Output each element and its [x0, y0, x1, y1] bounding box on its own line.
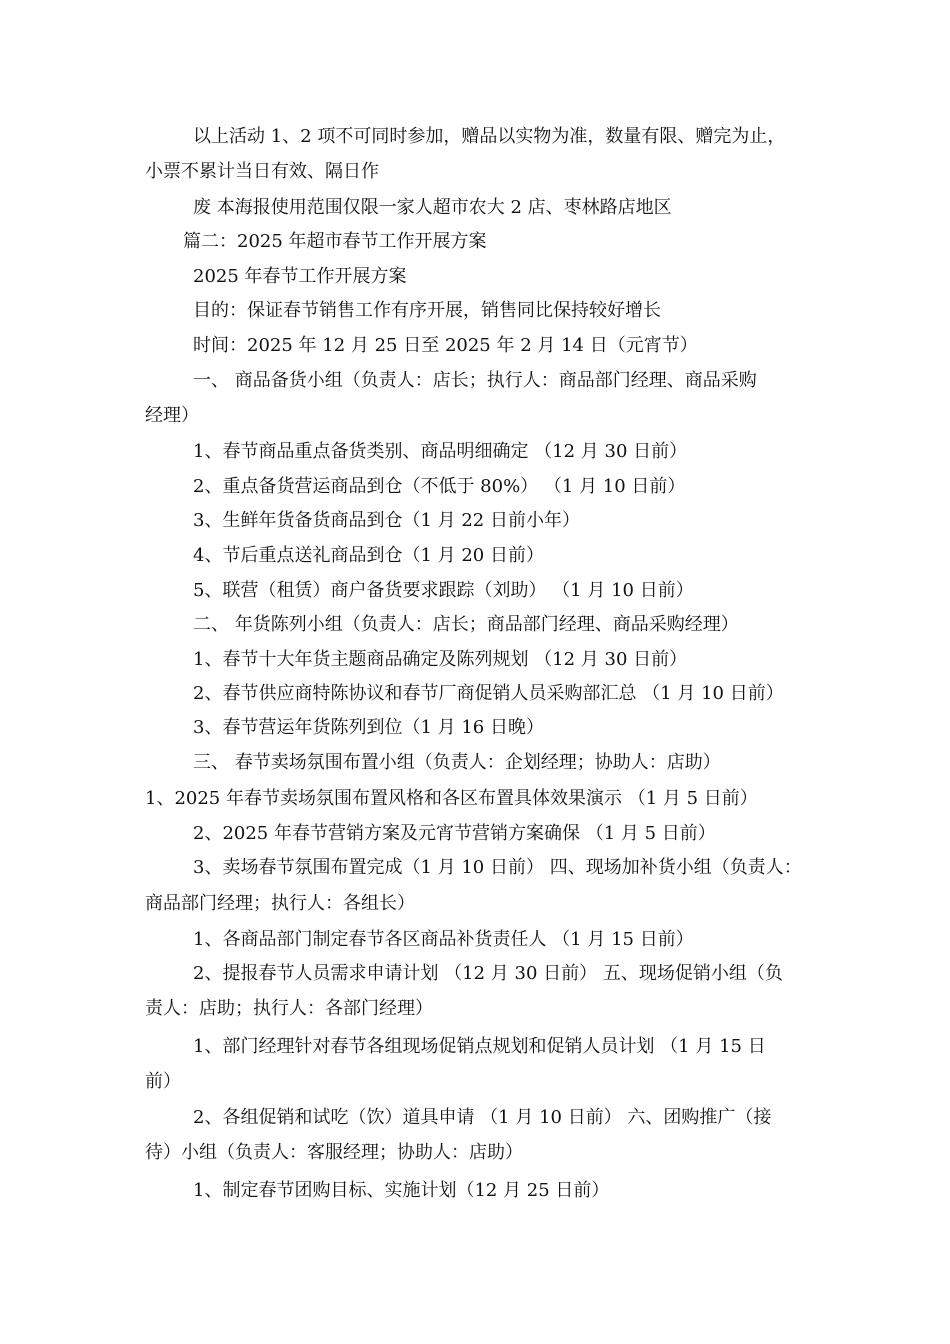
group-heading: 一、 商品备货小组（负责人：店长；执行人：商品部门经理、商品采购 — [193, 370, 757, 391]
list-item: 2、2025 年春节营销方案及元宵节营销方案确保 （1 月 5 日前） — [193, 823, 716, 844]
text-line: 经理） — [145, 405, 199, 426]
list-item: 1、2025 年春节卖场氛围布置风格和各区布置具体效果演示 （1 月 5 日前） — [145, 788, 758, 809]
list-item: 5、联营（租赁）商户备货要求跟踪（刘助） （1 月 10 日前） — [193, 580, 694, 601]
document-title: 2025 年春节工作开展方案 — [193, 266, 407, 287]
text-line: 以上活动 1、2 项不可同时参加，赠品以实物为准，数量有限、赠完为止， — [193, 126, 786, 147]
text-line: 待）小组（负责人：客服经理；协助人：店助） — [145, 1142, 523, 1163]
list-item: 2、重点备货营运商品到仓（不低于 80%） （1 月 10 日前） — [193, 476, 686, 497]
list-item: 2、春节供应商特陈协议和春节厂商促销人员采购部汇总 （1 月 10 日前） — [193, 683, 784, 704]
section-heading: 篇二：2025 年超市春节工作开展方案 — [183, 231, 487, 252]
text-line: 时间：2025 年 12 月 25 日至 2025 年 2 月 14 日（元宵节） — [193, 335, 698, 356]
list-item: 2、各组促销和试吃（饮）道具申请 （1 月 10 日前） 六、团购推广（接 — [193, 1107, 772, 1128]
list-item: 1、春节商品重点备货类别、商品明细确定 （12 月 30 日前） — [193, 441, 688, 462]
list-item: 1、部门经理针对春节各组现场促销点规划和促销人员计划 （1 月 15 日 — [193, 1036, 766, 1057]
text-line: 前） — [145, 1071, 181, 1092]
text-line: 废 本海报使用范围仅限一家人超市农大 2 店、枣林路店地区 — [193, 197, 672, 218]
list-item: 3、生鲜年货备货商品到仓（1 月 22 日前小年） — [193, 510, 580, 531]
text-line: 商品部门经理；执行人：各组长） — [145, 893, 415, 914]
list-item: 1、各商品部门制定春节各区商品补货责任人 （1 月 15 日前） — [193, 929, 694, 950]
group-heading: 三、 春节卖场氛围布置小组（负责人：企划经理；协助人：店助） — [193, 752, 721, 773]
list-item: 3、春节营运年货陈列到位（1 月 16 日晚） — [193, 717, 544, 738]
list-item: 1、春节十大年货主题商品确定及陈列规划 （12 月 30 日前） — [193, 649, 688, 670]
list-item: 2、提报春节人员需求申请计划 （12 月 30 日前） 五、现场促销小组（负 — [193, 963, 783, 984]
list-item: 4、节后重点送礼商品到仓（1 月 20 日前） — [193, 545, 544, 566]
text-line: 责人：店助；执行人：各部门经理） — [145, 998, 433, 1019]
text-line: 目的：保证春节销售工作有序开展，销售同比保持较好增长 — [193, 300, 661, 321]
text-line: 小票不累计当日有效、隔日作 — [145, 161, 379, 182]
list-item: 3、卖场春节氛围布置完成（1 月 10 日前） 四、现场加补货小组（负责人： — [193, 857, 802, 878]
group-heading: 二、 年货陈列小组（负责人：店长；商品部门经理、商品采购经理） — [193, 614, 739, 635]
list-item: 1、制定春节团购目标、实施计划（12 月 25 日前） — [193, 1180, 610, 1201]
